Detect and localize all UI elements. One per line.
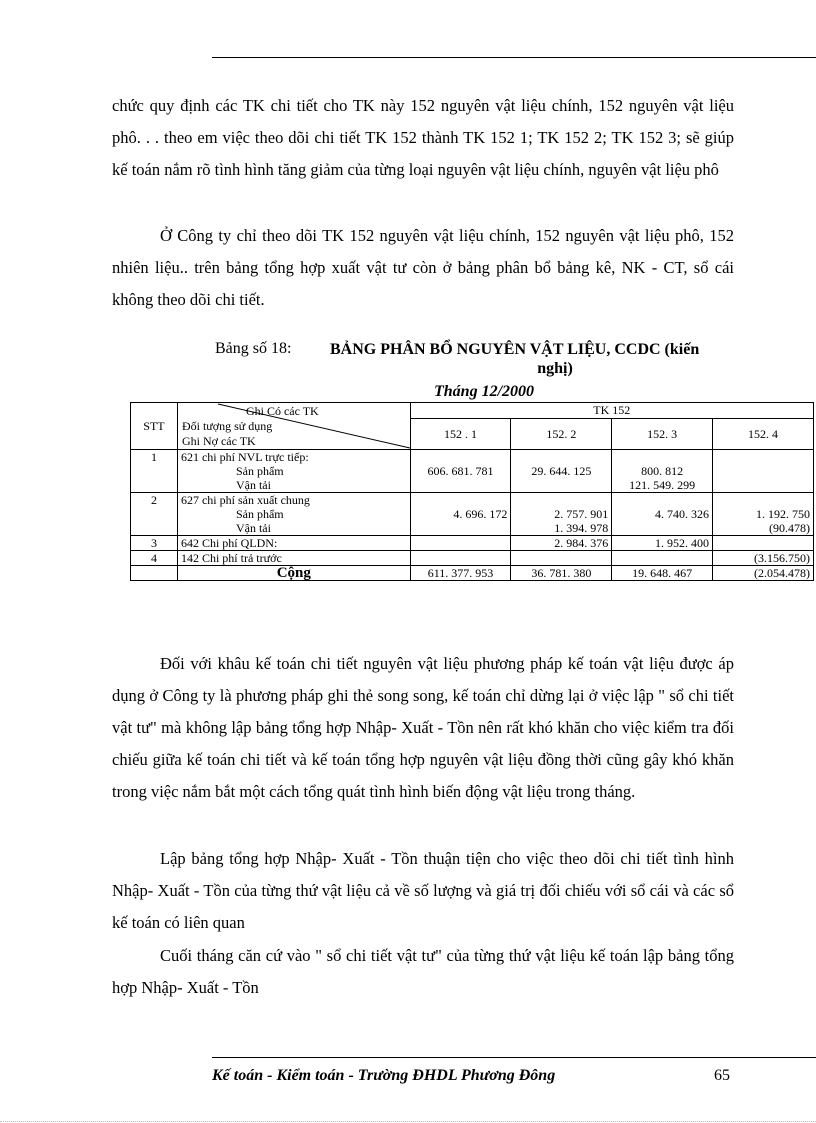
- header-ghi-co: Ghi Có các TK: [245, 404, 319, 418]
- row-account: [177, 493, 410, 536]
- table-row: [131, 450, 814, 493]
- total-1521: 611. 377. 953: [410, 566, 511, 581]
- cell-value: 2. 757. 901: [554, 507, 609, 521]
- cell-1521: [410, 450, 511, 493]
- paragraph-2: Ở Công ty chỉ theo dõi TK 152 nguyên vật liệu chính, 152 nguyên vật liệu phô, 152 nhiên liệu.. trên bảng tổng hợp xuất vật tư còn ở bảng phân bổ bảng kê, NK - CT, sổ cái không theo dõi chi tiết.: [112, 226, 734, 309]
- row-sub-van-tai: Vận tải: [235, 478, 271, 492]
- table-title: [330, 340, 790, 378]
- cell-value: 4. 696. 172: [453, 507, 508, 521]
- row-sub-san-pham: Sản phẩm: [235, 464, 284, 478]
- table-header-row: [131, 403, 814, 419]
- cell-1522: 2. 984. 376: [511, 536, 612, 551]
- total-1522: 36. 781. 380: [511, 566, 612, 581]
- total-1524: (2.054.478): [713, 566, 814, 581]
- cell-1521: [410, 536, 511, 551]
- header-doi-tuong: Đối tượng sử dụng: [181, 419, 273, 433]
- cell-value: 800. 812: [641, 464, 684, 478]
- table-row: [131, 536, 814, 551]
- paragraph-3: Đối với khâu kế toán chi tiết nguyên vật liệu phương pháp kế toán vật liệu được áp dụng ở Công ty là phương pháp ghi thẻ song song, kế toán chỉ dừng lại ở việc lập " sổ chi tiết vật tư" mà không lập bảng tổng hợp Nhập- Xuất - Tồn nên rất khó khăn cho việc kiểm tra đối chiếu giữa kế toán chi tiết và kế toán tổng hợp nguyên vật liệu đồng thời cũng gây khó khăn trong việc nắm bắt một cách tổng quát tình hình biến động vật liệu trong tháng.: [112, 654, 734, 801]
- total-label: Cộng: [177, 566, 410, 581]
- total-stt-cell: [131, 566, 178, 581]
- cell-1524: [713, 536, 814, 551]
- cell-value: 4. 740. 326: [655, 507, 710, 521]
- cell-1522: [511, 493, 612, 536]
- header-stt: STT: [131, 403, 178, 450]
- header-col-1522: 152. 2: [511, 419, 612, 450]
- table-label: Bảng số 18:: [215, 340, 292, 357]
- footer-text: Kế toán - Kiểm toán - Trường ĐHDL Phương Đông: [212, 1067, 556, 1084]
- table-month: Tháng 12/2000: [434, 383, 535, 400]
- row-stt: 3: [131, 536, 178, 551]
- row-account: [177, 450, 410, 493]
- total-1523: 19. 648. 467: [612, 566, 713, 581]
- table-title-line2: nghị): [537, 360, 573, 377]
- allocation-table: [130, 402, 814, 581]
- page-number: 65: [714, 1067, 730, 1084]
- row-label: 142 Chi phí trả trước: [177, 551, 410, 566]
- cell-1521: [410, 493, 511, 536]
- row-stt: 4: [131, 551, 178, 566]
- cell-value: 121. 549. 299: [629, 478, 696, 492]
- cell-value: 606. 681. 781: [427, 464, 494, 478]
- cell-1522: [511, 450, 612, 493]
- table-row: [131, 551, 814, 566]
- table-row: [131, 493, 814, 536]
- cell-1524: (3.156.750): [713, 551, 814, 566]
- cell-1524: [713, 450, 814, 493]
- header-col-1524: 152. 4: [713, 419, 814, 450]
- cell-value: 1. 394. 978: [554, 521, 609, 535]
- row-stt: 2: [131, 493, 178, 536]
- header-group-tk152: TK 152: [410, 403, 813, 419]
- table-title-line1: BẢNG PHÂN BỔ NGUYÊN VẬT LIỆU, CCDC (kiến: [330, 341, 700, 358]
- row-label: 621 chi phí NVL trực tiếp:: [180, 450, 309, 464]
- footer-rule: [212, 1057, 816, 1058]
- paragraph-5: Cuối tháng căn cứ vào " sổ chi tiết vật tư" của từng thứ vật liệu kế toán lập bảng tổng hợp Nhập- Xuất - Tồn: [112, 946, 734, 997]
- paragraph-1: chức quy định các TK chi tiết cho TK này 152 nguyên vật liệu chính, 152 nguyên vật liệu phô. . . theo em việc theo dõi chi tiết TK 152 thành TK 152 1; TK 152 2; TK 152 3; sẽ giúp kế toán nắm rõ tình hình tăng giảm của từng loại nguyên vật liệu chính, nguyên vật liệu phô: [112, 96, 734, 179]
- paragraph-4: Lập bảng tổng hợp Nhập- Xuất - Tồn thuận tiện cho việc theo dõi chi tiết tình hình Nhập- Xuất - Tồn của từng thứ vật liệu cả về số lượng và giá trị đối chiếu với sổ cái và các sổ kế toán có liên quan: [112, 849, 734, 932]
- page-edge-dotted-line: [0, 1121, 816, 1122]
- row-sub-san-pham: Sản phẩm: [235, 507, 284, 521]
- row-stt: 1: [131, 450, 178, 493]
- row-label: 642 Chi phí QLDN:: [177, 536, 410, 551]
- row-sub-van-tai: Vận tải: [235, 521, 271, 535]
- cell-value: 1. 192. 750: [756, 507, 810, 521]
- header-col-1521: 152 . 1: [410, 419, 511, 450]
- header-col-1523: 152. 3: [612, 419, 713, 450]
- header-diagonal-cell: [177, 403, 410, 450]
- header-ghi-no: Ghi Nợ các TK: [181, 434, 256, 448]
- cell-1523: [612, 551, 713, 566]
- cell-1523: [612, 493, 713, 536]
- cell-value: (90.478): [769, 521, 810, 535]
- cell-value: 29. 644. 125: [531, 464, 592, 478]
- cell-1523: 1. 952. 400: [612, 536, 713, 551]
- cell-1521: [410, 551, 511, 566]
- cell-1522: [511, 551, 612, 566]
- header-rule: [212, 57, 816, 58]
- row-label: 627 chi phí sản xuất chung: [180, 493, 310, 507]
- total-row: [131, 566, 814, 581]
- cell-1523: [612, 450, 713, 493]
- cell-1524: [713, 493, 814, 536]
